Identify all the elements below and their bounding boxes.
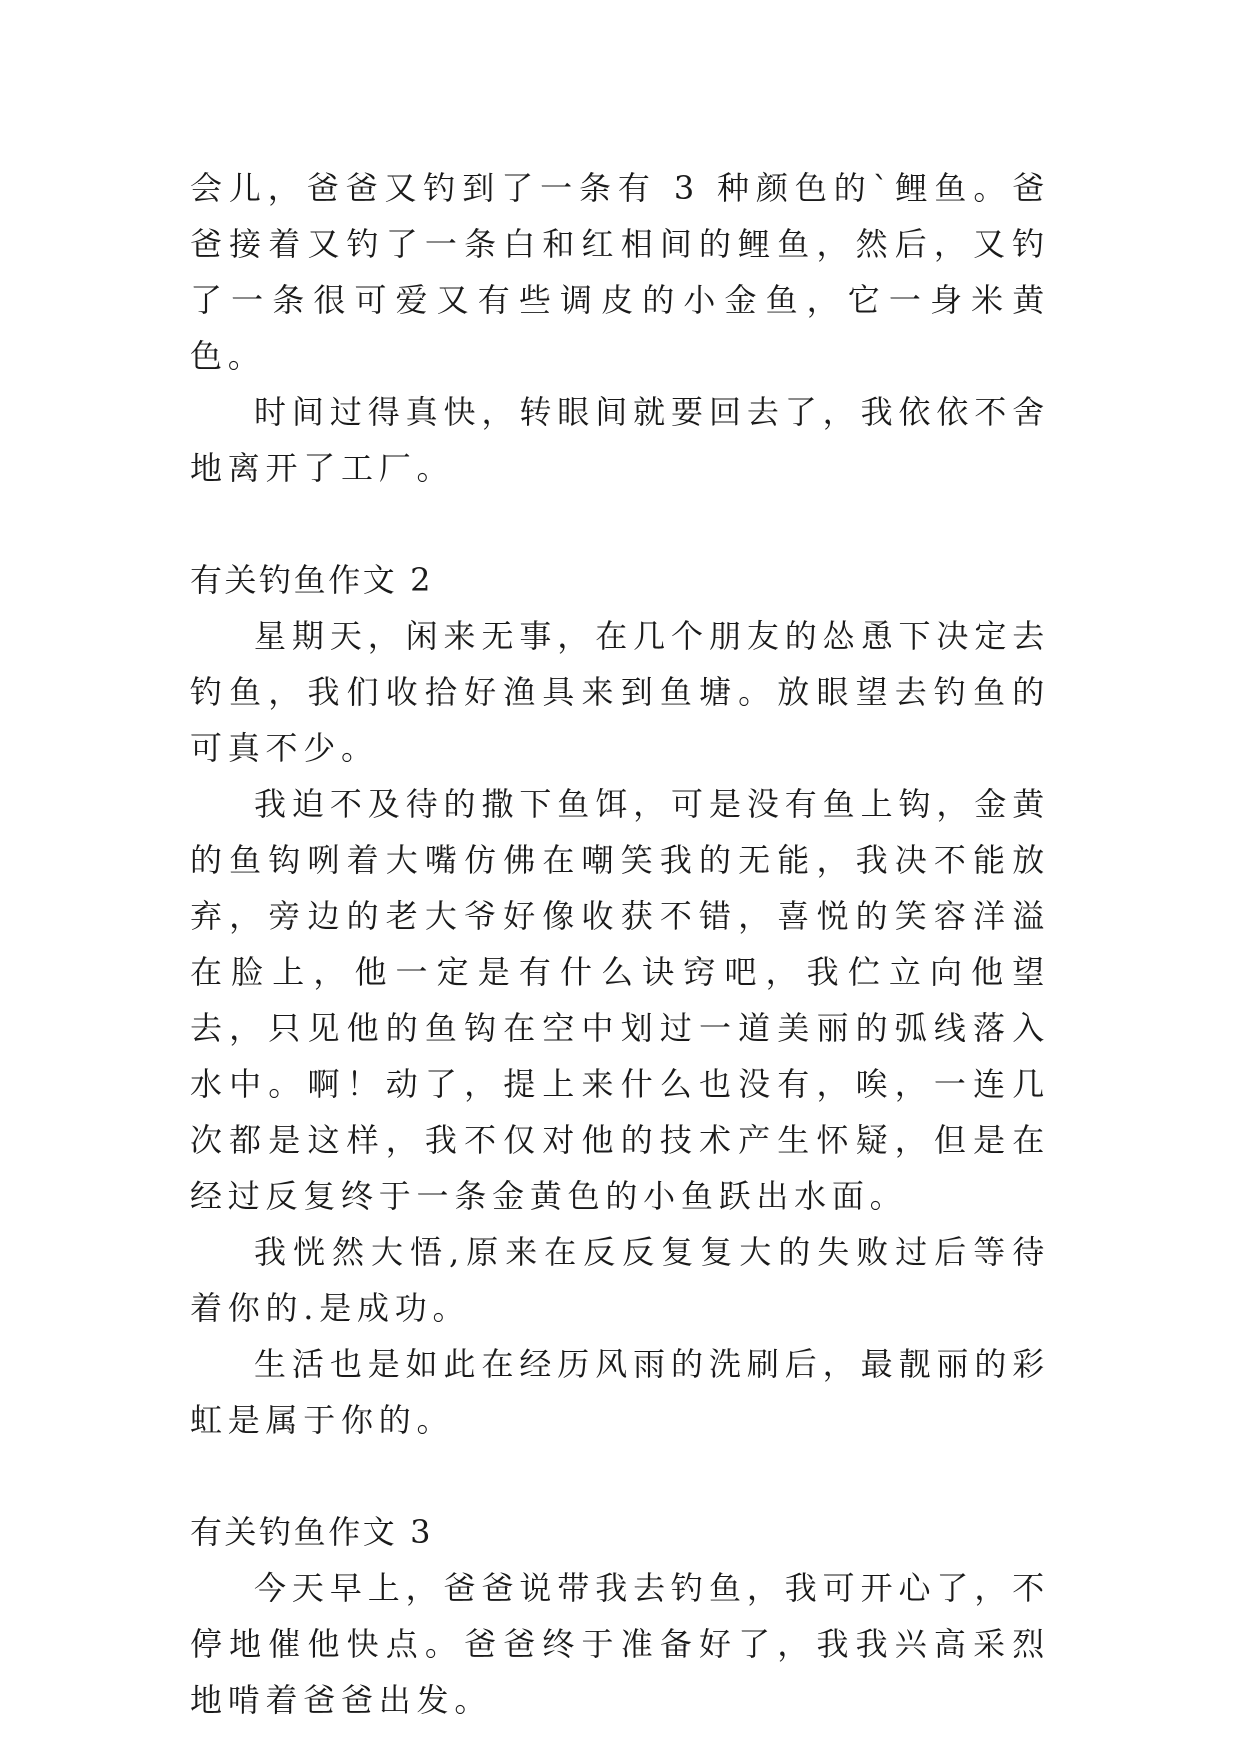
section-heading-2: 有关钓鱼作文 2 [190, 561, 434, 599]
paragraph-2: 时间过得真快，转眼间就要回去了，我依依不舍地离开了工厂。 [190, 393, 1050, 487]
section-heading-3: 有关钓鱼作文 3 [190, 1513, 434, 1551]
paragraph-6: 生活也是如此在经历风雨的洗刷后，最靓丽的彩虹是属于你的。 [190, 1345, 1050, 1439]
paragraph-3: 星期天，闲来无事，在几个朋友的怂恿下决定去钓鱼，我们收拾好渔具来到鱼塘。放眼望去钓鱼的可真不少。 [190, 617, 1050, 767]
paragraph-1: 会儿，爸爸又钓到了一条有 3 种颜色的`鲤鱼。爸爸接着又钓了一条白和红相间的鲤鱼，然后，又钓了一条很可爱又有些调皮的小金鱼，它一身米黄色。 [190, 169, 1050, 375]
paragraph-4: 我迫不及待的撒下鱼饵，可是没有鱼上钩，金黄的鱼钩咧着大嘴仿佛在嘲笑我的无能，我决不能放弃，旁边的老大爷好像收获不错，喜悦的笑容洋溢在脸上，他一定是有什么诀窍吧，我伫立向他望去，只见他的鱼钩在空中划过一道美丽的弧线落入水中。啊！动了，提上来什么也没有，唉，一连几次都是这样，我不仅对他的技术产生怀疑，但是在经过反复终于一条金黄色的小鱼跃出水面。 [190, 785, 1050, 1215]
document-body [190, 160, 1050, 1728]
paragraph-5: 我恍然大悟,原来在反反复复大的失败过后等待着你的.是成功。 [190, 1233, 1050, 1327]
paragraph-7: 今天早上，爸爸说带我去钓鱼，我可开心了，不停地催他快点。爸爸终于准备好了，我我兴高采烈地啃着爸爸出发。 [190, 1569, 1050, 1719]
